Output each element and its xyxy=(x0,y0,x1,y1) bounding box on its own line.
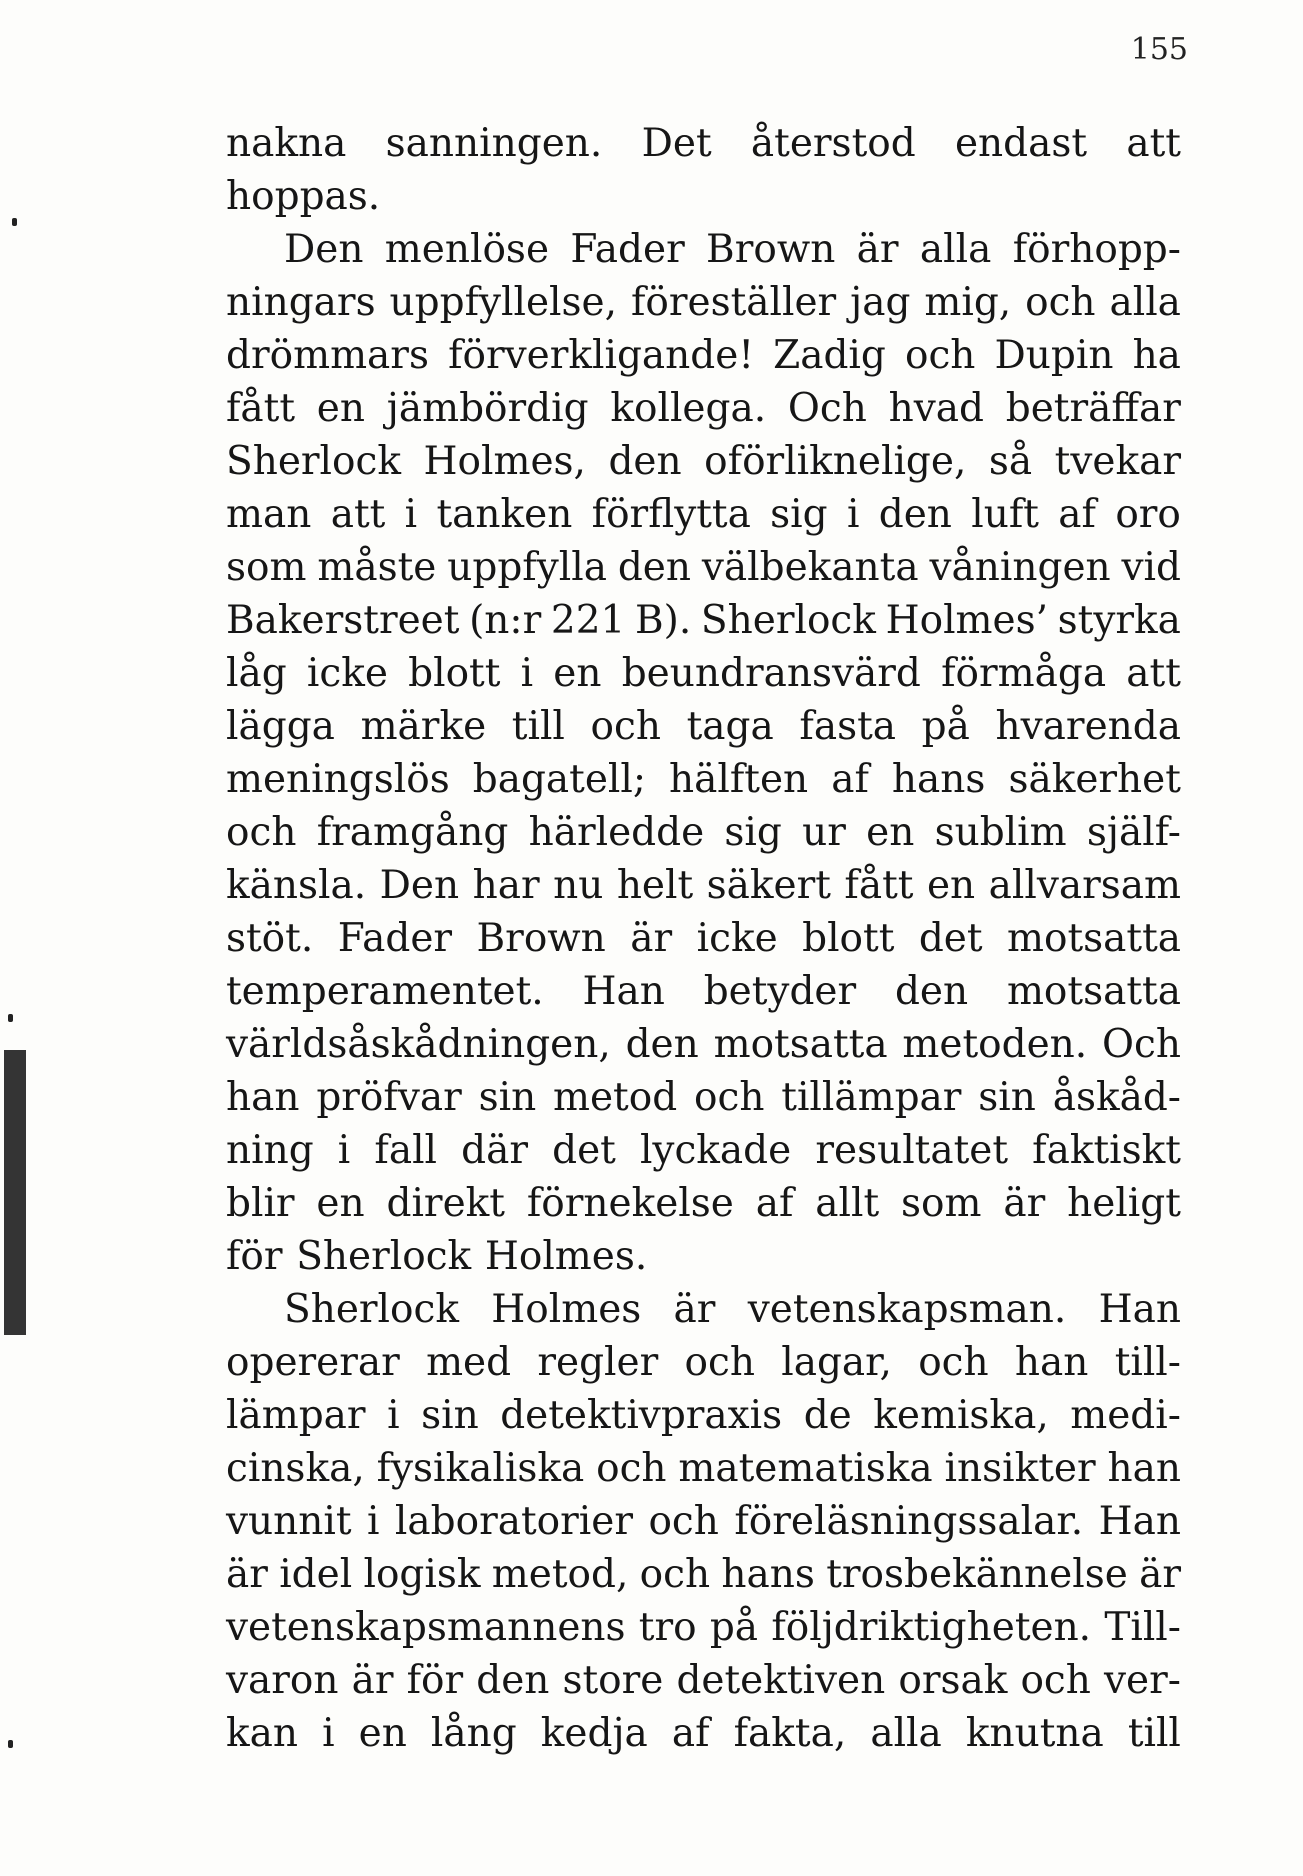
word: trosbekännelse xyxy=(826,1552,1128,1597)
word: en xyxy=(316,386,365,431)
word: där xyxy=(461,1128,529,1173)
word: säkert xyxy=(706,863,831,908)
word: vunnit xyxy=(226,1499,352,1544)
word: tillämpar xyxy=(781,1075,962,1120)
page-number: 155 xyxy=(1130,32,1188,67)
word: alla xyxy=(919,227,992,272)
word: detektivpraxis xyxy=(500,1393,783,1438)
word: och xyxy=(596,1446,667,1491)
word: måste xyxy=(317,545,437,590)
word: han xyxy=(1014,1340,1089,1385)
word: fått xyxy=(844,863,914,908)
word: är xyxy=(673,1287,716,1332)
word: sig xyxy=(770,492,828,537)
word: är xyxy=(351,1658,394,1703)
word: är xyxy=(226,1552,268,1597)
word: matematiska xyxy=(678,1446,933,1491)
text-line xyxy=(226,541,1181,594)
word: Holmes’ xyxy=(885,598,1049,643)
word: cinska, xyxy=(226,1446,365,1491)
word: som xyxy=(226,545,307,590)
word: Fader xyxy=(337,916,453,961)
word: Till- xyxy=(1104,1605,1181,1650)
word: att xyxy=(1126,651,1181,696)
word: Holmes. xyxy=(484,1234,648,1279)
word: hälften xyxy=(669,757,809,802)
text-line xyxy=(226,488,1181,541)
word: metod, xyxy=(491,1552,629,1597)
word: Den xyxy=(379,863,460,908)
word: motsatta xyxy=(1006,969,1181,1014)
text-line xyxy=(226,1071,1181,1124)
word: bagatell; xyxy=(472,757,647,802)
word: är xyxy=(856,227,899,272)
word: sin xyxy=(978,1075,1036,1120)
text-line xyxy=(226,1548,1181,1601)
word: kemiska, xyxy=(873,1393,1049,1438)
word: att xyxy=(1126,121,1181,166)
word: logisk xyxy=(363,1552,481,1597)
word: stöt. xyxy=(226,916,314,961)
word: resultatet xyxy=(815,1128,1009,1173)
text-line xyxy=(226,1654,1181,1707)
word: den xyxy=(608,439,682,484)
binding-shadow xyxy=(4,1050,26,1335)
word: föreställer xyxy=(630,280,837,325)
word: Sherlock xyxy=(296,1234,472,1279)
word: i xyxy=(387,1393,400,1438)
word: hans xyxy=(891,757,986,802)
word: ning xyxy=(226,1128,314,1173)
word: så xyxy=(988,439,1033,484)
word: insikter xyxy=(944,1446,1096,1491)
word: åskåd- xyxy=(1052,1075,1181,1120)
word: Och xyxy=(787,386,867,431)
word: pröfvar xyxy=(316,1075,462,1120)
word: blott xyxy=(408,651,501,696)
word: det xyxy=(552,1128,616,1173)
word: föreläsningssalar. xyxy=(734,1499,1084,1544)
text-line xyxy=(226,117,1181,170)
word: är xyxy=(1139,1552,1181,1597)
word: sin xyxy=(421,1393,479,1438)
word: den xyxy=(894,969,969,1014)
word: förflytta xyxy=(591,492,751,537)
scan-speck xyxy=(8,1014,13,1022)
word: temperamentet. xyxy=(226,969,544,1014)
word: på xyxy=(921,704,970,749)
word: store xyxy=(562,1658,664,1703)
word: och xyxy=(639,1552,711,1597)
word: icke xyxy=(696,916,778,961)
word: säkerhet xyxy=(1008,757,1181,802)
word: menlöse xyxy=(384,227,550,272)
word: blott xyxy=(802,916,895,961)
word: fasta xyxy=(799,704,897,749)
word: för xyxy=(226,1234,283,1279)
word: oförliknelige, xyxy=(704,439,967,484)
word: vetenskapsman. xyxy=(747,1287,1067,1332)
word: till xyxy=(1127,1711,1181,1756)
word: ha xyxy=(1132,333,1181,378)
word: på xyxy=(709,1605,759,1650)
word: den xyxy=(476,1658,550,1703)
word: faktiskt xyxy=(1032,1128,1181,1173)
text-line xyxy=(226,1442,1181,1495)
word: nu xyxy=(553,863,604,908)
word: Han xyxy=(582,969,665,1014)
word: den xyxy=(878,492,952,537)
word: det xyxy=(918,916,983,961)
word: fakta, xyxy=(733,1711,847,1756)
word: och xyxy=(904,333,976,378)
word: Sherlock xyxy=(700,598,876,643)
word: Fader xyxy=(570,227,685,272)
word: förverkligande! xyxy=(448,333,755,378)
word: till xyxy=(511,704,565,749)
word: laboratorier xyxy=(394,1499,633,1544)
word: i xyxy=(337,1128,351,1173)
word: icke xyxy=(306,651,388,696)
word: alla xyxy=(870,1711,942,1756)
word: 221 xyxy=(550,598,626,643)
word: härledde xyxy=(528,810,705,855)
word: kedja xyxy=(540,1711,648,1756)
word: hvad xyxy=(888,386,984,431)
word: opererar xyxy=(226,1340,400,1385)
word: och xyxy=(226,810,297,855)
word: taga xyxy=(686,704,774,749)
word: han xyxy=(226,1075,300,1120)
word: alla xyxy=(1109,280,1181,325)
word: meningslös xyxy=(226,757,450,802)
scan-speck xyxy=(12,218,17,226)
word: fall xyxy=(374,1128,438,1173)
word: af xyxy=(831,757,869,802)
text-line xyxy=(226,594,1181,647)
word: beundransvärd xyxy=(621,651,921,696)
word: följdriktigheten. xyxy=(771,1605,1092,1650)
word: man xyxy=(226,492,312,537)
word: själf- xyxy=(1086,810,1181,855)
body-text xyxy=(226,117,1181,1760)
word: uppfyllelse, xyxy=(389,280,618,325)
word: ur xyxy=(802,810,846,855)
word: Holmes xyxy=(491,1287,642,1332)
text-line xyxy=(226,647,1181,700)
word: och xyxy=(694,1075,765,1120)
word: i xyxy=(520,651,534,696)
word: framgång xyxy=(316,810,509,855)
word: den xyxy=(625,1022,699,1067)
word: jag xyxy=(850,280,911,325)
word: låg xyxy=(226,651,287,696)
word: och xyxy=(684,1340,755,1385)
text-line xyxy=(226,1230,1181,1283)
word: medi- xyxy=(1070,1393,1181,1438)
word: Zadig xyxy=(773,333,886,378)
text-line xyxy=(226,435,1181,488)
word: tro xyxy=(638,1605,697,1650)
word: en xyxy=(316,1181,365,1226)
text-line xyxy=(226,1124,1181,1177)
word: Sherlock xyxy=(226,439,401,484)
text-line xyxy=(226,329,1181,382)
word: af xyxy=(1058,492,1096,537)
text-line xyxy=(226,1177,1181,1230)
word: allvarsam xyxy=(988,863,1181,908)
word: jämbördig xyxy=(386,386,589,431)
word: fått xyxy=(226,386,296,431)
word: sin xyxy=(478,1075,537,1120)
word: för xyxy=(406,1658,464,1703)
word: och xyxy=(648,1499,719,1544)
word: Dupin xyxy=(994,333,1114,378)
text-line xyxy=(226,1018,1181,1071)
word: regler xyxy=(537,1340,659,1385)
word: sanningen. xyxy=(385,121,603,166)
word: märke xyxy=(360,704,487,749)
word: Han xyxy=(1098,1287,1181,1332)
word: till- xyxy=(1114,1340,1181,1385)
word: blir xyxy=(226,1181,295,1226)
word: och xyxy=(1025,280,1096,325)
word: oro xyxy=(1115,492,1181,537)
word: i xyxy=(366,1499,380,1544)
word: världsåskådningen, xyxy=(226,1022,611,1067)
text-line xyxy=(226,276,1181,329)
word: beträffar xyxy=(1005,386,1181,431)
word: hvarenda xyxy=(995,704,1181,749)
word: han xyxy=(1107,1446,1181,1491)
text-line xyxy=(226,859,1181,912)
text-line xyxy=(226,700,1181,753)
word: af xyxy=(671,1711,710,1756)
word: Bakerstreet xyxy=(226,598,460,643)
word: drömmars xyxy=(226,333,429,378)
word: är xyxy=(630,916,673,961)
word: ningars xyxy=(226,280,376,325)
word: motsatta xyxy=(713,1022,888,1067)
text-line xyxy=(226,1601,1181,1654)
word: lämpar xyxy=(226,1393,366,1438)
text-line xyxy=(226,1707,1181,1760)
word: och xyxy=(590,704,661,749)
word: en xyxy=(553,651,602,696)
word: allt xyxy=(815,1181,880,1226)
word: detektiven xyxy=(676,1658,886,1703)
word: orsak xyxy=(898,1658,1008,1703)
word: heligt xyxy=(1067,1181,1181,1226)
word: en xyxy=(866,810,915,855)
text-line xyxy=(226,965,1181,1018)
word: vid xyxy=(1121,545,1181,590)
word: kan xyxy=(226,1711,299,1756)
word: fysikaliska xyxy=(376,1446,585,1491)
word: och xyxy=(1020,1658,1091,1703)
word: motsatta xyxy=(1007,916,1181,961)
word: metoden. xyxy=(902,1022,1088,1067)
word: välbekanta xyxy=(701,545,919,590)
text-line xyxy=(226,912,1181,965)
word: förnekelse xyxy=(526,1181,734,1226)
word: återstod xyxy=(750,121,916,166)
word: direkt xyxy=(386,1181,505,1226)
word: Brown xyxy=(706,227,836,272)
text-line xyxy=(226,382,1181,435)
word: lyckade xyxy=(639,1128,792,1173)
word: lägga xyxy=(226,704,335,749)
word: nakna xyxy=(226,121,347,166)
word: Den xyxy=(284,227,364,272)
word: i xyxy=(322,1711,335,1756)
word: sublim xyxy=(934,810,1067,855)
word: som xyxy=(901,1181,982,1226)
word: våningen xyxy=(929,545,1111,590)
text-line xyxy=(226,223,1181,276)
word: den xyxy=(617,545,691,590)
word: varon xyxy=(226,1658,339,1703)
word: vetenskapsmannens xyxy=(226,1605,626,1650)
scan-speck xyxy=(8,1740,13,1748)
word: Det xyxy=(641,121,712,166)
word: och xyxy=(918,1340,989,1385)
word: mig, xyxy=(924,280,1012,325)
word: de xyxy=(803,1393,852,1438)
word: ver- xyxy=(1103,1658,1181,1703)
word: känsla. xyxy=(226,863,367,908)
word: Sherlock xyxy=(284,1287,459,1332)
word: tanken xyxy=(436,492,573,537)
word: uppfylla xyxy=(447,545,607,590)
word: i xyxy=(846,492,860,537)
text-line xyxy=(226,1389,1181,1442)
word: idel xyxy=(279,1552,353,1597)
word: tvekar xyxy=(1054,439,1181,484)
word: förmåga xyxy=(941,651,1107,696)
word: lagar, xyxy=(781,1340,892,1385)
word: endast xyxy=(954,121,1088,166)
word: förhopp- xyxy=(1012,227,1181,272)
word: har xyxy=(472,863,540,908)
word: af xyxy=(755,1181,794,1226)
text-line xyxy=(226,1495,1181,1548)
word: knutna xyxy=(965,1711,1104,1756)
word: Och xyxy=(1102,1022,1181,1067)
text-line xyxy=(226,1336,1181,1389)
word: att xyxy=(330,492,386,537)
word: styrka xyxy=(1057,598,1181,643)
text-line xyxy=(226,1283,1181,1336)
word: hans xyxy=(721,1552,815,1597)
text-line xyxy=(226,170,1181,223)
word: Brown xyxy=(476,916,606,961)
word: luft xyxy=(971,492,1039,537)
word: en xyxy=(358,1711,407,1756)
word: sig xyxy=(724,810,782,855)
word: lång xyxy=(430,1711,517,1756)
word: Holmes, xyxy=(423,439,586,484)
word: Han xyxy=(1098,1499,1181,1544)
text-line xyxy=(226,806,1181,859)
word: helt xyxy=(616,863,694,908)
word: metod xyxy=(553,1075,678,1120)
text-line xyxy=(226,753,1181,806)
word: är xyxy=(1003,1181,1046,1226)
word: B). xyxy=(634,598,692,643)
word: i xyxy=(404,492,418,537)
word: (n:r xyxy=(469,598,542,643)
word: hoppas. xyxy=(226,174,381,219)
word: med xyxy=(426,1340,512,1385)
word: betyder xyxy=(703,969,857,1014)
word: kollega. xyxy=(610,386,767,431)
word: en xyxy=(926,863,976,908)
